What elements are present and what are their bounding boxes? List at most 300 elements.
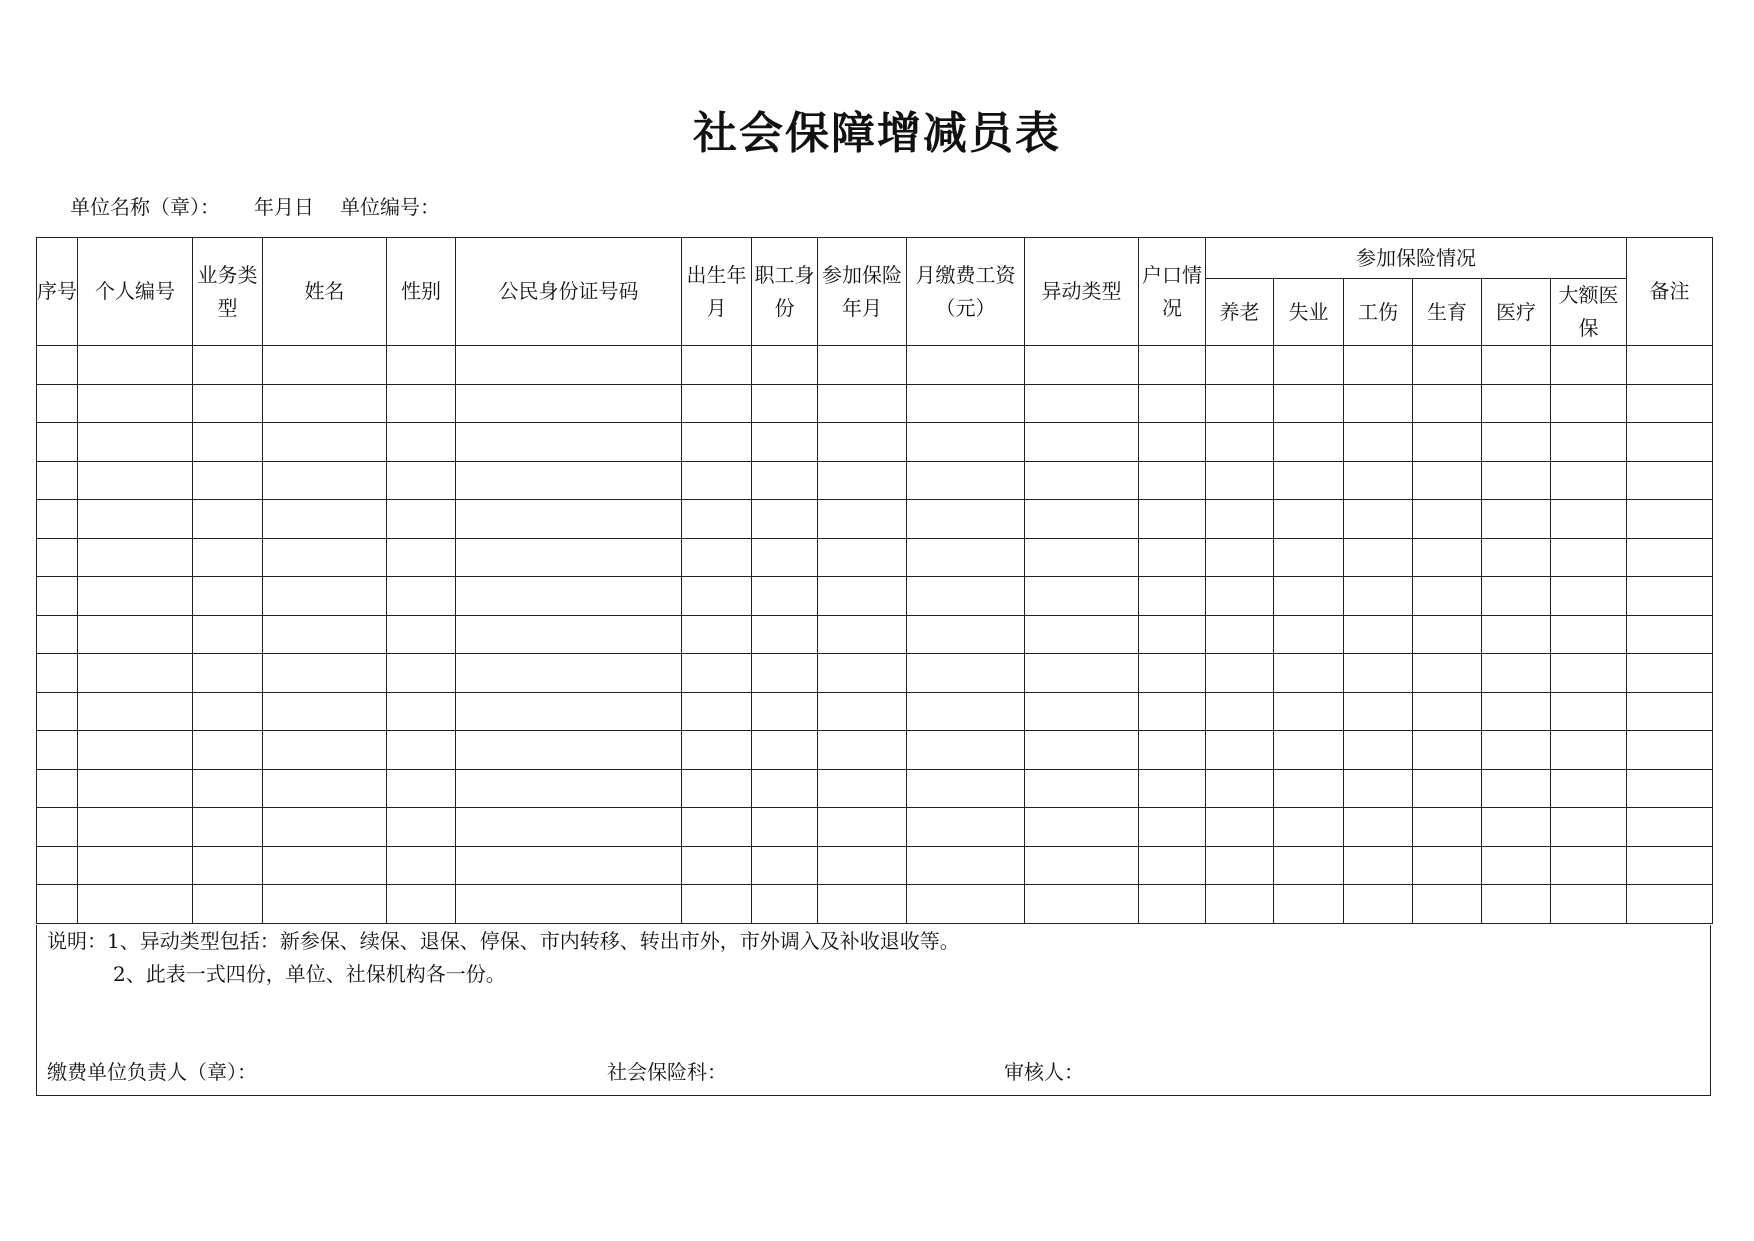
table-cell[interactable] xyxy=(1274,500,1344,539)
table-cell[interactable] xyxy=(818,538,907,577)
table-cell[interactable] xyxy=(1627,500,1713,539)
table-cell[interactable] xyxy=(387,731,456,770)
table-cell[interactable] xyxy=(1551,461,1627,500)
table-cell[interactable] xyxy=(1025,769,1139,808)
table-cell[interactable] xyxy=(1482,461,1551,500)
table-cell[interactable] xyxy=(193,731,263,770)
table-cell[interactable] xyxy=(37,731,78,770)
table-cell[interactable] xyxy=(1025,808,1139,847)
table-cell[interactable] xyxy=(1344,846,1413,885)
table-cell[interactable] xyxy=(1139,346,1206,385)
table-cell[interactable] xyxy=(37,692,78,731)
table-cell[interactable] xyxy=(1139,808,1206,847)
table-cell[interactable] xyxy=(1413,885,1482,924)
table-cell[interactable] xyxy=(37,538,78,577)
table-cell[interactable] xyxy=(682,731,752,770)
table-cell[interactable] xyxy=(907,500,1025,539)
table-cell[interactable] xyxy=(263,692,387,731)
table-cell[interactable] xyxy=(1344,808,1413,847)
table-cell[interactable] xyxy=(1139,769,1206,808)
table-cell[interactable] xyxy=(682,500,752,539)
table-cell[interactable] xyxy=(1025,577,1139,616)
table-cell[interactable] xyxy=(78,808,193,847)
table-cell[interactable] xyxy=(1627,538,1713,577)
table-cell[interactable] xyxy=(1139,846,1206,885)
table-cell[interactable] xyxy=(682,615,752,654)
table-cell[interactable] xyxy=(1482,577,1551,616)
table-cell[interactable] xyxy=(1344,423,1413,462)
table-cell[interactable] xyxy=(1139,654,1206,693)
table-cell[interactable] xyxy=(1139,615,1206,654)
table-cell[interactable] xyxy=(78,538,193,577)
table-cell[interactable] xyxy=(456,423,682,462)
table-cell[interactable] xyxy=(1274,654,1344,693)
table-cell[interactable] xyxy=(78,615,193,654)
table-cell[interactable] xyxy=(1139,692,1206,731)
table-cell[interactable] xyxy=(456,692,682,731)
table-cell[interactable] xyxy=(682,577,752,616)
table-cell[interactable] xyxy=(1139,731,1206,770)
table-cell[interactable] xyxy=(907,384,1025,423)
table-cell[interactable] xyxy=(37,654,78,693)
table-cell[interactable] xyxy=(1344,384,1413,423)
table-cell[interactable] xyxy=(387,654,456,693)
table-cell[interactable] xyxy=(1413,769,1482,808)
col-header-staff-identity: 职工身份 xyxy=(752,238,818,346)
table-cell[interactable] xyxy=(1551,538,1627,577)
table-cell[interactable] xyxy=(818,500,907,539)
table-cell[interactable] xyxy=(263,346,387,385)
table-cell[interactable] xyxy=(1627,577,1713,616)
table-cell[interactable] xyxy=(1274,731,1344,770)
table-cell[interactable] xyxy=(1139,500,1206,539)
col-header-id-number: 公民身份证号码 xyxy=(456,238,682,346)
table-cell[interactable] xyxy=(78,731,193,770)
table-cell[interactable] xyxy=(1206,846,1274,885)
table-cell[interactable] xyxy=(907,885,1025,924)
table-cell[interactable] xyxy=(193,654,263,693)
table-cell[interactable] xyxy=(682,846,752,885)
table-cell[interactable] xyxy=(1206,384,1274,423)
table-cell[interactable] xyxy=(37,846,78,885)
table-cell[interactable] xyxy=(456,577,682,616)
table-cell[interactable] xyxy=(1274,577,1344,616)
table-cell[interactable] xyxy=(456,885,682,924)
table-cell[interactable] xyxy=(1413,731,1482,770)
table-cell[interactable] xyxy=(752,500,818,539)
table-cell[interactable] xyxy=(1482,808,1551,847)
table-cell[interactable] xyxy=(387,423,456,462)
table-cell[interactable] xyxy=(1482,654,1551,693)
table-row xyxy=(37,885,1713,924)
table-cell[interactable] xyxy=(1025,846,1139,885)
table-cell[interactable] xyxy=(1274,346,1344,385)
table-cell[interactable] xyxy=(193,384,263,423)
table-cell[interactable] xyxy=(818,577,907,616)
table-cell[interactable] xyxy=(387,846,456,885)
table-cell[interactable] xyxy=(1206,885,1274,924)
table-cell[interactable] xyxy=(387,500,456,539)
table-cell[interactable] xyxy=(818,846,907,885)
table-cell[interactable] xyxy=(1025,692,1139,731)
table-cell[interactable] xyxy=(818,808,907,847)
col-header-pension: 养老 xyxy=(1206,279,1274,346)
table-cell[interactable] xyxy=(1551,615,1627,654)
table-cell[interactable] xyxy=(1206,577,1274,616)
table-cell[interactable] xyxy=(1274,846,1344,885)
table-cell[interactable] xyxy=(1025,731,1139,770)
table-cell[interactable] xyxy=(1206,500,1274,539)
table-cell[interactable] xyxy=(78,654,193,693)
table-cell[interactable] xyxy=(78,577,193,616)
table-cell[interactable] xyxy=(1025,885,1139,924)
table-cell[interactable] xyxy=(78,692,193,731)
table-cell[interactable] xyxy=(1206,346,1274,385)
table-cell[interactable] xyxy=(1274,692,1344,731)
table-cell[interactable] xyxy=(387,615,456,654)
table-cell[interactable] xyxy=(456,346,682,385)
table-cell[interactable] xyxy=(1344,769,1413,808)
table-cell[interactable] xyxy=(682,538,752,577)
table-cell[interactable] xyxy=(387,461,456,500)
table-cell[interactable] xyxy=(1025,654,1139,693)
table-cell[interactable] xyxy=(682,769,752,808)
table-cell[interactable] xyxy=(456,538,682,577)
table-cell[interactable] xyxy=(37,346,78,385)
table-cell[interactable] xyxy=(456,461,682,500)
table-cell[interactable] xyxy=(263,808,387,847)
table-cell[interactable] xyxy=(682,654,752,693)
table-cell[interactable] xyxy=(78,461,193,500)
table-cell[interactable] xyxy=(752,615,818,654)
table-cell[interactable] xyxy=(193,461,263,500)
table-cell[interactable] xyxy=(263,423,387,462)
table-cell[interactable] xyxy=(193,577,263,616)
table-cell[interactable] xyxy=(78,346,193,385)
table-cell[interactable] xyxy=(1627,885,1713,924)
table-cell[interactable] xyxy=(193,423,263,462)
col-header-birth: 出生年月 xyxy=(682,238,752,346)
form-header xyxy=(70,193,440,221)
table-cell[interactable] xyxy=(1627,461,1713,500)
table-cell[interactable] xyxy=(1344,692,1413,731)
table-cell[interactable] xyxy=(1551,577,1627,616)
table-cell[interactable] xyxy=(1025,538,1139,577)
table-cell[interactable] xyxy=(193,808,263,847)
table-cell[interactable] xyxy=(1274,615,1344,654)
table-cell[interactable] xyxy=(907,769,1025,808)
table-cell[interactable] xyxy=(1274,808,1344,847)
col-header-name: 姓名 xyxy=(263,238,387,346)
table-cell[interactable] xyxy=(1413,384,1482,423)
table-cell[interactable] xyxy=(682,461,752,500)
table-cell[interactable] xyxy=(682,808,752,847)
table-cell[interactable] xyxy=(907,692,1025,731)
table-cell[interactable] xyxy=(1627,731,1713,770)
table-cell[interactable] xyxy=(1482,538,1551,577)
table-cell[interactable] xyxy=(1482,769,1551,808)
table-cell[interactable] xyxy=(456,731,682,770)
table-cell[interactable] xyxy=(1025,423,1139,462)
table-cell[interactable] xyxy=(1413,461,1482,500)
table-cell[interactable] xyxy=(818,346,907,385)
table-cell[interactable] xyxy=(1206,769,1274,808)
table-cell[interactable] xyxy=(37,577,78,616)
table-row xyxy=(37,538,1713,577)
table-cell[interactable] xyxy=(752,461,818,500)
table-cell[interactable] xyxy=(1551,885,1627,924)
table-cell[interactable] xyxy=(1482,423,1551,462)
table-cell[interactable] xyxy=(752,731,818,770)
table-cell[interactable] xyxy=(907,615,1025,654)
table-cell[interactable] xyxy=(1139,885,1206,924)
table-cell[interactable] xyxy=(1025,346,1139,385)
table-cell[interactable] xyxy=(1413,846,1482,885)
table-cell[interactable] xyxy=(37,615,78,654)
table-cell[interactable] xyxy=(752,885,818,924)
table-cell[interactable] xyxy=(456,615,682,654)
table-cell[interactable] xyxy=(1206,731,1274,770)
table-cell[interactable] xyxy=(1025,384,1139,423)
table-cell[interactable] xyxy=(37,885,78,924)
table-cell[interactable] xyxy=(193,692,263,731)
table-cell[interactable] xyxy=(1627,692,1713,731)
table-cell[interactable] xyxy=(818,423,907,462)
table-cell[interactable] xyxy=(1413,808,1482,847)
table-cell[interactable] xyxy=(818,654,907,693)
table-cell[interactable] xyxy=(456,846,682,885)
table-cell[interactable] xyxy=(387,885,456,924)
table-cell[interactable] xyxy=(1627,423,1713,462)
roster-table xyxy=(36,237,1713,924)
table-cell[interactable] xyxy=(818,615,907,654)
table-cell[interactable] xyxy=(752,538,818,577)
table-cell[interactable] xyxy=(907,423,1025,462)
table-cell[interactable] xyxy=(1206,461,1274,500)
table-cell[interactable] xyxy=(1206,808,1274,847)
table-cell[interactable] xyxy=(78,885,193,924)
table-cell[interactable] xyxy=(1274,461,1344,500)
table-cell[interactable] xyxy=(1551,731,1627,770)
table-cell[interactable] xyxy=(1482,731,1551,770)
table-cell[interactable] xyxy=(1139,577,1206,616)
table-cell[interactable] xyxy=(907,808,1025,847)
table-cell[interactable] xyxy=(1206,654,1274,693)
table-cell[interactable] xyxy=(1551,846,1627,885)
table-cell[interactable] xyxy=(1627,384,1713,423)
table-cell[interactable] xyxy=(1344,615,1413,654)
table-cell[interactable] xyxy=(907,731,1025,770)
table-cell[interactable] xyxy=(193,500,263,539)
table-cell[interactable] xyxy=(193,846,263,885)
table-cell[interactable] xyxy=(78,423,193,462)
table-cell[interactable] xyxy=(1551,423,1627,462)
table-cell[interactable] xyxy=(1482,846,1551,885)
table-cell[interactable] xyxy=(752,654,818,693)
table-cell[interactable] xyxy=(193,346,263,385)
table-cell[interactable] xyxy=(1206,692,1274,731)
table-cell[interactable] xyxy=(818,461,907,500)
table-cell[interactable] xyxy=(37,423,78,462)
table-cell[interactable] xyxy=(37,500,78,539)
table-cell[interactable] xyxy=(907,538,1025,577)
table-row xyxy=(37,615,1713,654)
table-cell[interactable] xyxy=(1482,500,1551,539)
table-cell[interactable] xyxy=(1413,577,1482,616)
table-cell[interactable] xyxy=(818,731,907,770)
table-cell[interactable] xyxy=(1627,769,1713,808)
table-cell[interactable] xyxy=(193,615,263,654)
table-cell[interactable] xyxy=(1627,346,1713,385)
col-header-maternity: 生育 xyxy=(1413,279,1482,346)
table-cell[interactable] xyxy=(1139,461,1206,500)
table-cell[interactable] xyxy=(1344,538,1413,577)
table-cell[interactable] xyxy=(1274,423,1344,462)
table-cell[interactable] xyxy=(1413,654,1482,693)
header-row-1 xyxy=(37,238,1713,279)
table-cell[interactable] xyxy=(263,461,387,500)
table-cell[interactable] xyxy=(1274,384,1344,423)
table-cell[interactable] xyxy=(1482,885,1551,924)
table-cell[interactable] xyxy=(1551,808,1627,847)
table-cell[interactable] xyxy=(1206,615,1274,654)
table-cell[interactable] xyxy=(1274,769,1344,808)
table-cell[interactable] xyxy=(1344,500,1413,539)
table-cell[interactable] xyxy=(78,500,193,539)
table-cell[interactable] xyxy=(1344,731,1413,770)
table-cell[interactable] xyxy=(37,461,78,500)
table-cell[interactable] xyxy=(263,769,387,808)
table-cell[interactable] xyxy=(1413,615,1482,654)
table-cell[interactable] xyxy=(1206,538,1274,577)
table-cell[interactable] xyxy=(818,769,907,808)
table-cell[interactable] xyxy=(456,654,682,693)
table-cell[interactable] xyxy=(263,731,387,770)
table-cell[interactable] xyxy=(193,885,263,924)
table-cell[interactable] xyxy=(682,885,752,924)
table-cell[interactable] xyxy=(907,846,1025,885)
table-cell[interactable] xyxy=(387,384,456,423)
table-cell[interactable] xyxy=(752,808,818,847)
table-cell[interactable] xyxy=(1482,346,1551,385)
table-cell[interactable] xyxy=(1413,538,1482,577)
table-cell[interactable] xyxy=(1627,846,1713,885)
table-cell[interactable] xyxy=(1344,654,1413,693)
table-cell[interactable] xyxy=(263,384,387,423)
table-cell[interactable] xyxy=(78,769,193,808)
table-cell[interactable] xyxy=(1551,500,1627,539)
table-cell[interactable] xyxy=(752,692,818,731)
table-cell[interactable] xyxy=(1413,423,1482,462)
table-cell[interactable] xyxy=(1344,885,1413,924)
table-cell[interactable] xyxy=(1139,538,1206,577)
table-cell[interactable] xyxy=(263,654,387,693)
table-cell[interactable] xyxy=(387,538,456,577)
table-cell[interactable] xyxy=(752,846,818,885)
table-cell[interactable] xyxy=(1627,654,1713,693)
table-cell[interactable] xyxy=(193,538,263,577)
table-cell[interactable] xyxy=(263,538,387,577)
table-cell[interactable] xyxy=(752,384,818,423)
table-cell[interactable] xyxy=(682,384,752,423)
table-cell[interactable] xyxy=(78,846,193,885)
table-cell[interactable] xyxy=(1025,461,1139,500)
table-cell[interactable] xyxy=(1274,885,1344,924)
table-cell[interactable] xyxy=(752,423,818,462)
table-cell[interactable] xyxy=(456,808,682,847)
table-cell[interactable] xyxy=(193,769,263,808)
table-cell[interactable] xyxy=(752,577,818,616)
table-cell[interactable] xyxy=(1551,692,1627,731)
table-cell[interactable] xyxy=(1344,346,1413,385)
table-cell[interactable] xyxy=(456,384,682,423)
table-cell[interactable] xyxy=(1482,384,1551,423)
table-cell[interactable] xyxy=(37,808,78,847)
table-cell[interactable] xyxy=(1413,346,1482,385)
table-cell[interactable] xyxy=(907,577,1025,616)
table-cell[interactable] xyxy=(1627,808,1713,847)
table-cell[interactable] xyxy=(1551,384,1627,423)
table-cell[interactable] xyxy=(907,461,1025,500)
table-cell[interactable] xyxy=(907,346,1025,385)
table-cell[interactable] xyxy=(37,384,78,423)
table-cell[interactable] xyxy=(1551,769,1627,808)
table-cell[interactable] xyxy=(752,769,818,808)
table-cell[interactable] xyxy=(37,769,78,808)
table-cell[interactable] xyxy=(1344,577,1413,616)
table-cell[interactable] xyxy=(456,500,682,539)
table-cell[interactable] xyxy=(456,769,682,808)
table-cell[interactable] xyxy=(387,577,456,616)
table-cell[interactable] xyxy=(1025,500,1139,539)
table-cell[interactable] xyxy=(1413,692,1482,731)
table-cell[interactable] xyxy=(818,692,907,731)
col-header-seq: 序号 xyxy=(37,238,78,346)
table-cell[interactable] xyxy=(1551,654,1627,693)
table-cell[interactable] xyxy=(263,577,387,616)
table-cell[interactable] xyxy=(1139,384,1206,423)
table-cell[interactable] xyxy=(907,654,1025,693)
col-header-business-type: 业务类型 xyxy=(193,238,263,346)
table-cell[interactable] xyxy=(263,885,387,924)
table-cell[interactable] xyxy=(387,346,456,385)
table-cell[interactable] xyxy=(818,384,907,423)
table-cell[interactable] xyxy=(682,346,752,385)
table-cell[interactable] xyxy=(387,769,456,808)
table-cell[interactable] xyxy=(263,615,387,654)
table-cell[interactable] xyxy=(263,846,387,885)
table-cell[interactable] xyxy=(1482,615,1551,654)
table-cell[interactable] xyxy=(1551,346,1627,385)
table-cell[interactable] xyxy=(387,692,456,731)
table-cell[interactable] xyxy=(387,808,456,847)
table-cell[interactable] xyxy=(818,885,907,924)
table-cell[interactable] xyxy=(682,423,752,462)
table-cell[interactable] xyxy=(1627,615,1713,654)
table-cell[interactable] xyxy=(1274,538,1344,577)
table-cell[interactable] xyxy=(263,500,387,539)
table-cell[interactable] xyxy=(1206,423,1274,462)
unit-name-label: 单位名称（章）： xyxy=(70,195,220,219)
table-cell[interactable] xyxy=(1025,615,1139,654)
table-cell[interactable] xyxy=(1482,692,1551,731)
table-cell[interactable] xyxy=(78,384,193,423)
table-cell[interactable] xyxy=(752,346,818,385)
table-cell[interactable] xyxy=(1344,461,1413,500)
table-cell[interactable] xyxy=(1413,500,1482,539)
table-cell[interactable] xyxy=(682,692,752,731)
table-cell[interactable] xyxy=(1139,423,1206,462)
